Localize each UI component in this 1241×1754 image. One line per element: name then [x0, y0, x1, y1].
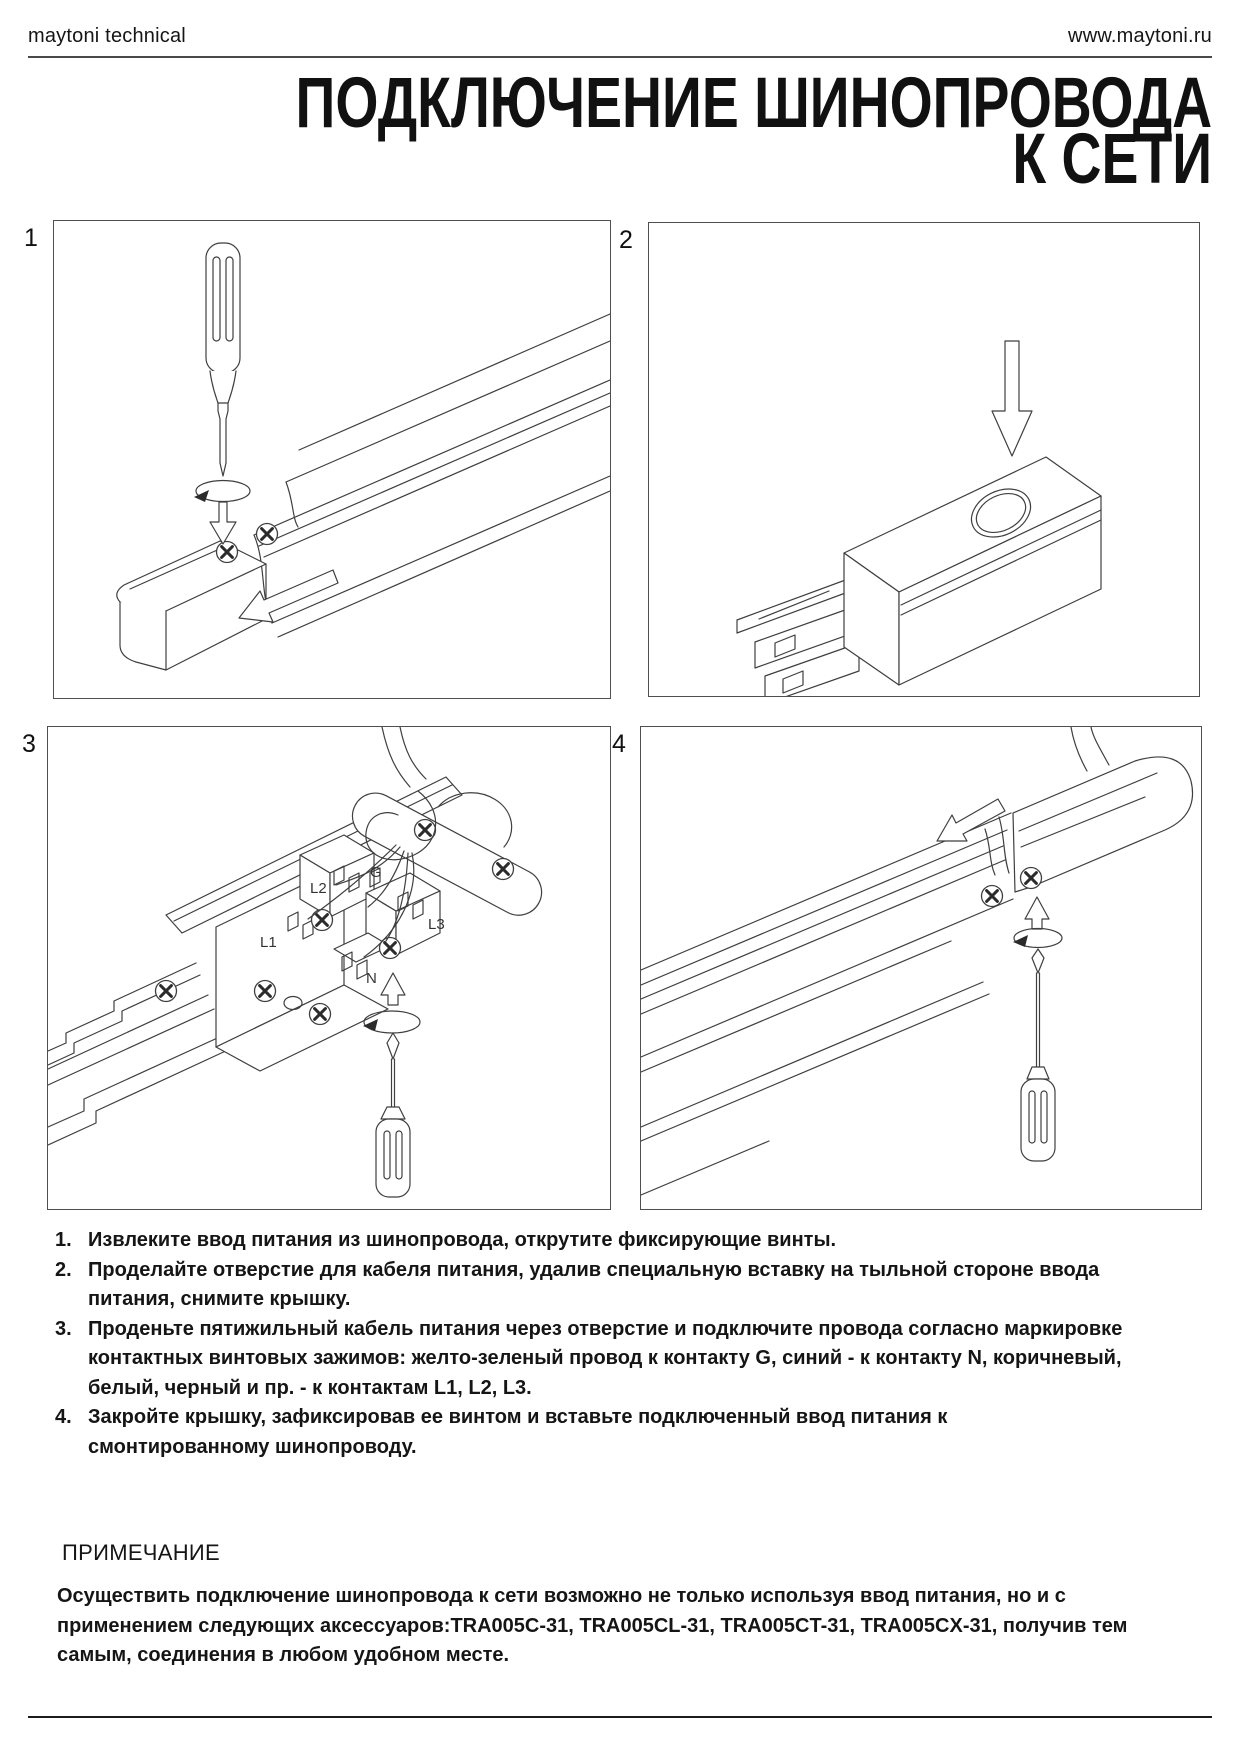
list-item	[55, 1315, 1165, 1404]
figure-1-frame	[53, 220, 611, 699]
power-feed-connector	[844, 457, 1101, 685]
instruction-list	[55, 1226, 1165, 1462]
figure-1-illustration	[54, 221, 610, 698]
screwdriver-icon	[376, 1033, 410, 1197]
terminal-label-n: N	[366, 970, 377, 987]
figure-3-illustration	[48, 727, 610, 1209]
fixing-screws	[982, 868, 1042, 907]
step-number: 4.	[55, 1406, 72, 1428]
track	[641, 813, 1013, 1195]
step-text-line: Извлеките ввод питания из шинопровода, открутите фиксирующие винты.	[88, 1229, 837, 1251]
terminal-label-l1: L1	[260, 934, 277, 951]
list-item	[55, 1403, 1165, 1462]
phillips-screw-icon	[312, 910, 333, 931]
figure-2-illustration	[649, 223, 1199, 696]
phillips-screw-icon	[257, 524, 278, 545]
step-text-line: Проделайте отверстие для кабеля питания, удалив специальную вставку на тыльной стороне ввода	[88, 1258, 1100, 1281]
list-item	[55, 1256, 1165, 1315]
figure-2-frame	[648, 222, 1200, 697]
phillips-screw-icon	[493, 859, 514, 880]
rotation-arrow-icon	[194, 481, 250, 503]
phillips-screw-icon	[1021, 868, 1042, 889]
step-text-line: Проденьте пятижильный кабель питания через отверстие и подключите провода согласно маркировке	[88, 1317, 1123, 1340]
step-text-line: Закройте крышку, зафиксировав ее винтом и вставьте подключенный ввод питания к	[88, 1406, 948, 1428]
phillips-screw-icon	[156, 981, 177, 1002]
phillips-screw-icon	[310, 1004, 331, 1025]
step-number: 1.	[55, 1229, 72, 1251]
figure-3-number: 3	[22, 730, 36, 758]
note-line: самым, соединения в любом удобном месте.	[57, 1644, 510, 1666]
figure-4-frame	[640, 726, 1202, 1210]
figure-1-number: 1	[24, 224, 38, 252]
step-number: 2.	[55, 1258, 72, 1281]
track-rail-profile	[48, 963, 230, 1145]
step-text	[88, 1403, 947, 1462]
header-brand: maytoni technical	[28, 25, 186, 47]
note-body	[57, 1582, 1197, 1671]
header-divider	[28, 56, 1212, 58]
power-feed-end-cap	[117, 541, 266, 670]
screwdriver-icon	[206, 243, 240, 476]
step-text-line: белый, черный и пр. - к контактам L1, L2, L3.	[88, 1376, 532, 1399]
figure-2-number: 2	[619, 226, 633, 254]
page-title	[37, 64, 1212, 199]
step-number: 3.	[55, 1317, 72, 1340]
press-down-arrow-icon	[210, 502, 236, 544]
note-line: Осуществить подключение шинопровода к сети возможно не только используя ввод питания, но и с	[57, 1585, 1066, 1607]
step-text	[88, 1315, 1122, 1404]
figure-4-number: 4	[612, 730, 626, 758]
press-down-arrow-icon	[992, 341, 1032, 456]
phillips-screw-icon	[982, 886, 1003, 907]
step-text-line: смонтированному шинопроводу.	[88, 1435, 417, 1458]
step-text	[88, 1256, 1099, 1315]
screwdriver-icon	[1021, 949, 1055, 1161]
header-website-link[interactable]: www.maytoni.ru	[1068, 25, 1212, 47]
rotation-arrow-icon	[1013, 929, 1062, 948]
note-heading: ПРИМЕЧАНИЕ	[62, 1540, 221, 1565]
terminal-label-l3: L3	[428, 916, 445, 933]
terminal-label-l2: L2	[310, 880, 327, 897]
power-cable	[1071, 727, 1109, 771]
step-text-line: контактных винтовых зажимов: желто-зеленый провод к контакту G, синий - к контакту N, коричневый,	[88, 1347, 1122, 1369]
rotation-arrow-icon	[363, 1011, 420, 1033]
step-text-line: питания, снимите крышку.	[88, 1288, 351, 1310]
press-up-arrow-icon	[1025, 897, 1049, 929]
extract-direction-arrow-icon	[239, 570, 338, 622]
contact-tabs	[737, 575, 859, 696]
footer-divider	[28, 1716, 1212, 1718]
figure-3-frame	[47, 726, 611, 1210]
phillips-screw-icon	[217, 542, 238, 563]
note-line: применением следующих аксессуаров:TRA005C-31, TRA005CL-31, TRA005CT-31, TRA005CX-31, получив тем	[57, 1614, 1128, 1637]
step-text	[88, 1226, 836, 1256]
page-title-line1: ПОДКЛЮЧЕНИЕ ШИНОПРОВОДА	[295, 64, 1212, 143]
figure-4-illustration	[641, 727, 1201, 1209]
press-up-arrow-icon	[381, 973, 405, 1005]
terminal-label-g: G	[370, 864, 382, 881]
page-title-line2: К СЕТИ	[1012, 120, 1212, 199]
list-item	[55, 1226, 1165, 1256]
phillips-screw-icon	[255, 981, 276, 1002]
